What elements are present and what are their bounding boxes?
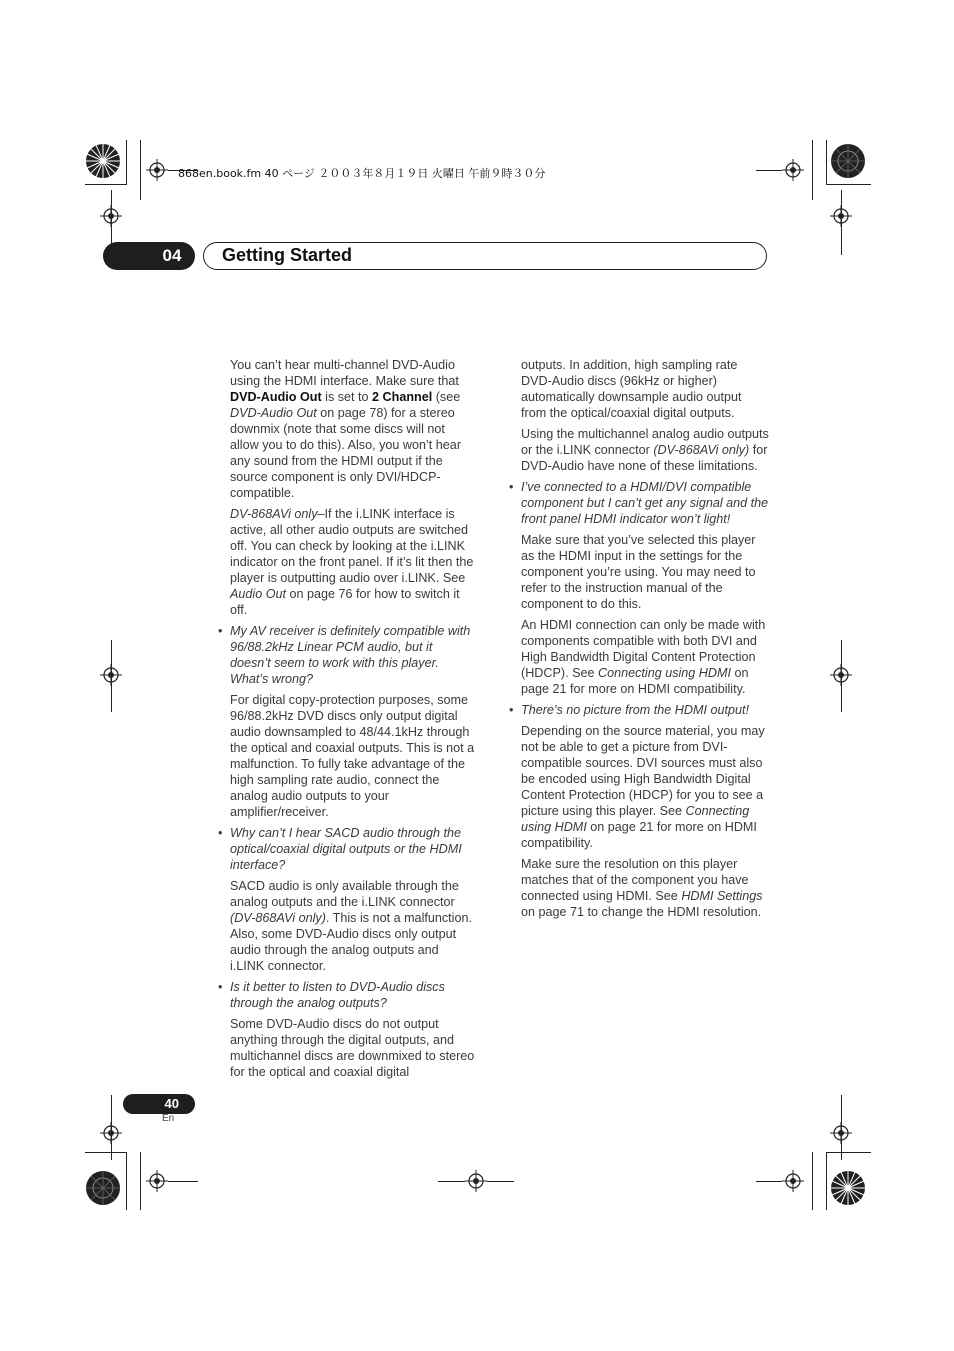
crosshair-mark-bottom-b <box>782 1170 804 1192</box>
paragraph: Using the multichannel analog audio outputs or the i.LINK connector (DV-868AVi only) for DVD-Audio have none of these limitations. <box>521 427 769 473</box>
page-language: En <box>162 1113 175 1124</box>
faq-answer: An HDMI connection can only be made with components compatible with both DVI and High Bandwidth Digital Content Protection (HDCP). See Connecting using HDMI on page 21 for more on HDMI compatibility. <box>521 618 766 696</box>
faq-question: • There’s no picture from the HDMI output! <box>521 702 769 718</box>
crop-line <box>85 184 127 185</box>
crop-line <box>826 1152 827 1210</box>
crop-line <box>438 1181 465 1182</box>
faq-answer: Make sure the resolution on this player matches that of the component you have connected using HDMI. See HDMI Settings on page 71 to change the HDMI resolution. <box>521 857 763 919</box>
faq-answer: SACD audio is only available through the analog outputs and the i.LINK connector (DV-868AVi only). This is not a malfunction. Also, some DVD-Audio discs only output audio through the analog outputs and i.LINK connector. <box>230 879 472 973</box>
faq-question: • My AV receiver is definitely compatible with 96/88.2kHz Linear PCM audio, but it doesn’t seem to work with this player. What’s wrong? <box>230 623 476 687</box>
sunburst-mark-bottom-left <box>85 1170 121 1206</box>
faq-answer: For digital copy-protection purposes, some 96/88.2kHz DVD discs only output digital audio downsampled to 48/44.1kHz through the optical and coaxial outputs. This is not a malfunction. To fully take advantage of the high sampling rate audio, connect the analog audio outputs to your amplifier/receiver. <box>230 693 475 819</box>
crop-line <box>85 1152 127 1153</box>
crop-line <box>841 640 842 712</box>
crop-line <box>168 1181 198 1182</box>
chapter-title: Getting Started <box>203 242 767 270</box>
paragraph: outputs. In addition, high sampling rate DVD-Audio discs (96kHz or higher) automatically downsample audio output from the optical/coaxial digital outputs. <box>521 358 742 420</box>
crop-line <box>841 1095 842 1160</box>
page-number: 40 <box>123 1094 195 1114</box>
sunburst-mark-bottom-right <box>830 1170 866 1206</box>
crop-line <box>756 170 782 171</box>
crop-line <box>826 184 871 185</box>
faq-question: • Is it better to listen to DVD-Audio discs through the analog outputs? <box>230 979 476 1011</box>
chapter-number: 04 <box>103 242 195 270</box>
crop-line <box>126 140 127 185</box>
sunburst-mark-top-right <box>830 143 866 179</box>
crop-line <box>826 140 827 185</box>
crop-line <box>756 1181 782 1182</box>
crop-line <box>140 140 141 200</box>
crop-line <box>826 1152 871 1153</box>
crosshair-mark-top-b <box>782 159 804 181</box>
crop-line <box>487 1181 514 1182</box>
sunburst-mark-top-left <box>85 143 121 179</box>
paragraph: You can’t hear multi-channel DVD-Audio using the HDMI interface. Make sure that DVD-Audio Out is set to 2 Channel (see DVD-Audio Out on page 78) for a stereo downmix (note that some discs will not allow you to do this). Also, you won’t hear any sound from the HDMI output if the source component is only DVI/HDCP-compatible. <box>230 358 462 500</box>
crosshair-mark-top-a <box>146 159 168 181</box>
right-column <box>521 357 769 925</box>
faq-answer: Make sure that you’ve selected this player as the HDMI input in the settings for the component you’re using. You may need to refer to the instruction manual of the component to do this. <box>521 533 756 611</box>
faq-answer: Depending on the source material, you may not be able to get a picture from DVI-compatible sources. DVI sources must also be encoded using High Bandwidth Digital Content Protection (HDCP) for you to see a picture using this player. See Connecting using HDMI on page 21 for more on HDMI compatibility. <box>521 724 765 850</box>
crosshair-mark-bottom-center <box>465 1170 487 1192</box>
left-column <box>230 357 476 1085</box>
crop-line <box>812 1152 813 1210</box>
crop-line <box>111 1095 112 1160</box>
crop-line <box>841 190 842 255</box>
crop-line <box>812 140 813 200</box>
print-info: 868en.book.fm 40 ページ ２００３年８月１９日 火曜日 午前９時３０分 <box>178 167 546 180</box>
faq-question: • I’ve connected to a HDMI/DVI compatible component but I can’t get any signal and the front panel HDMI indicator won’t light! <box>521 479 769 527</box>
crop-line <box>111 640 112 712</box>
crop-line <box>126 1152 127 1210</box>
paragraph: DV-868AVi only–If the i.LINK interface is active, all other audio outputs are switched off. You can check by looking at the i.LINK indicator on the front panel. If it’s lit then the player is outputting audio over i.LINK. See Audio Out on page 76 for how to switch it off. <box>230 507 474 617</box>
faq-question: • Why can’t I hear SACD audio through the optical/coaxial digital outputs or the HDMI interface? <box>230 825 476 873</box>
faq-answer: Some DVD-Audio discs do not output anything through the digital outputs, and multichannel discs are downmixed to stereo for the optical and coaxial digital <box>230 1017 475 1079</box>
crosshair-mark-bottom-a <box>146 1170 168 1192</box>
crop-line <box>140 1152 141 1210</box>
